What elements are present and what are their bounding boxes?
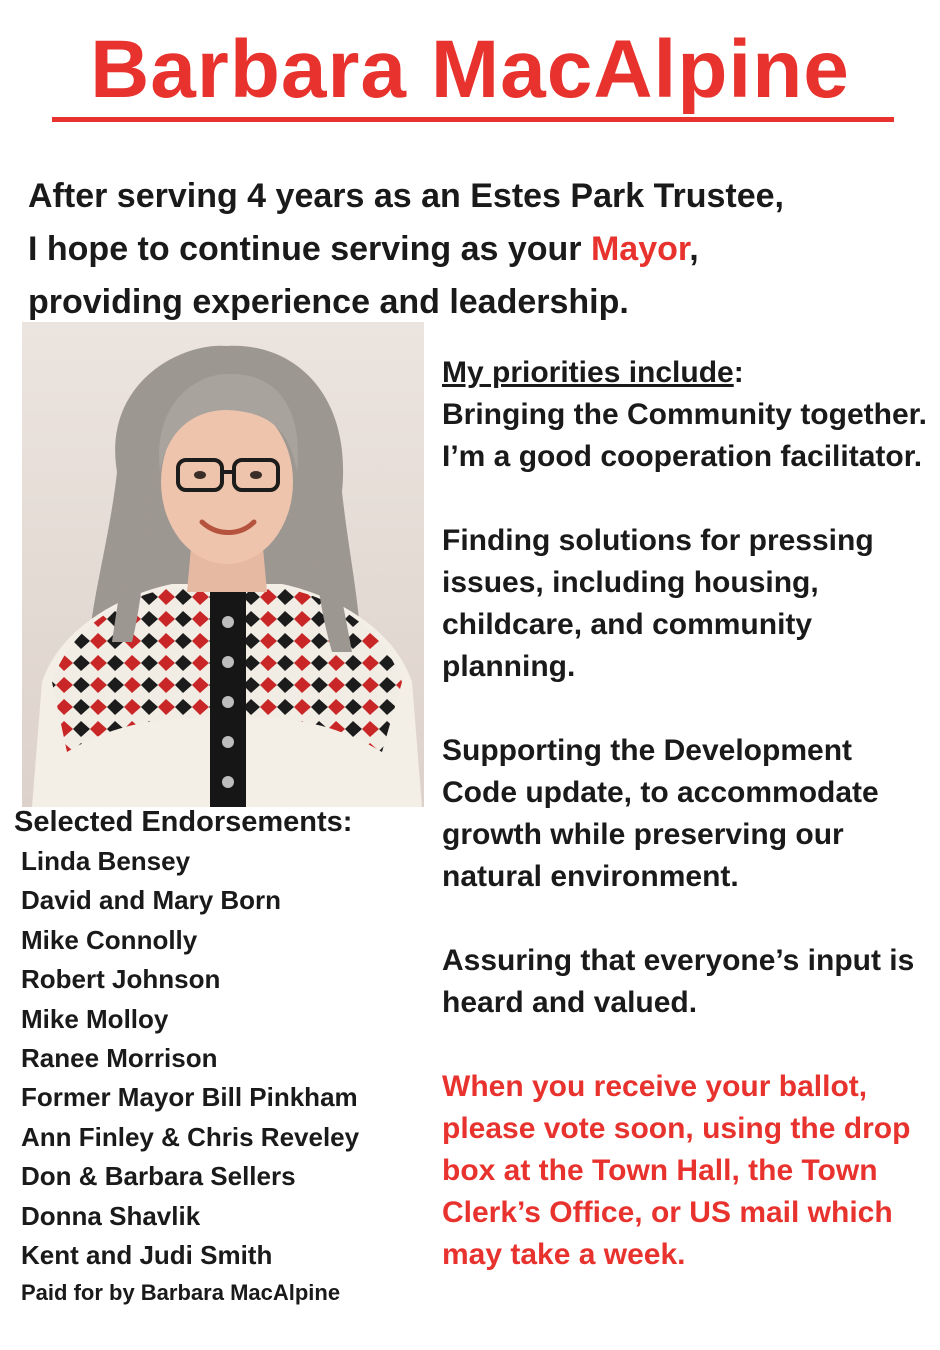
- candidate-name-title: Barbara MacAlpine: [90, 24, 850, 115]
- endorser-name: Don & Barbara Sellers: [21, 1161, 296, 1192]
- vote-callout: When you receive your ballot, please vote soon, using the drop box at the Town Hall, the Town Clerk’s Office, or US mail which may take a week.: [442, 1070, 911, 1271]
- intro-line-2-text: I hope to continue serving as your: [28, 230, 591, 268]
- priority-item: Assuring that everyone’s input is heard and valued.: [442, 944, 915, 1019]
- priorities-section: [442, 352, 932, 1276]
- mayor-highlight: Mayor: [590, 230, 690, 268]
- endorser-name: Ann Finley & Chris Reveley: [21, 1121, 360, 1152]
- priority-item: Finding solutions for pressing issues, including housing, childcare, and community planning.: [442, 524, 874, 683]
- endorsements-list: [14, 842, 424, 1275]
- endorser-name: David and Mary Born: [21, 885, 282, 916]
- paid-for-disclaimer: Paid for by Barbara MacAlpine: [21, 1280, 341, 1306]
- intro-statement: [28, 170, 908, 329]
- priority-item: Bringing the Community together. I’m a good cooperation facilitator.: [442, 398, 927, 473]
- endorser-name: Mike Molloy: [21, 1003, 169, 1034]
- endorsements-section: [14, 802, 424, 1311]
- endorser-name: Robert Johnson: [21, 964, 221, 995]
- intro-line-2-end: ,: [689, 230, 699, 268]
- priorities-heading-colon: :: [733, 356, 744, 389]
- priorities-intro: [442, 352, 932, 478]
- intro-line-2: [28, 223, 908, 276]
- title-underline: [52, 117, 894, 122]
- endorser-name: Ranee Morrison: [21, 1043, 218, 1074]
- intro-line-3: providing experience and leadership.: [28, 283, 629, 321]
- endorser-name: Donna Shavlik: [21, 1200, 201, 1231]
- priority-item: Supporting the Development Code update, to accommodate growth while preserving our natural environment.: [442, 734, 879, 893]
- endorser-name: Mike Connolly: [21, 924, 198, 955]
- priorities-heading: My priorities include: [442, 356, 734, 389]
- endorser-name: Linda Bensey: [21, 846, 191, 876]
- intro-line-1: After serving 4 years as an Estes Park Trustee,: [28, 177, 784, 215]
- endorser-name: Former Mayor Bill Pinkham: [21, 1082, 358, 1113]
- endorsements-heading: Selected Endorsements:: [14, 806, 353, 838]
- candidate-photo: [22, 322, 424, 807]
- endorser-name: Kent and Judi Smith: [21, 1240, 273, 1271]
